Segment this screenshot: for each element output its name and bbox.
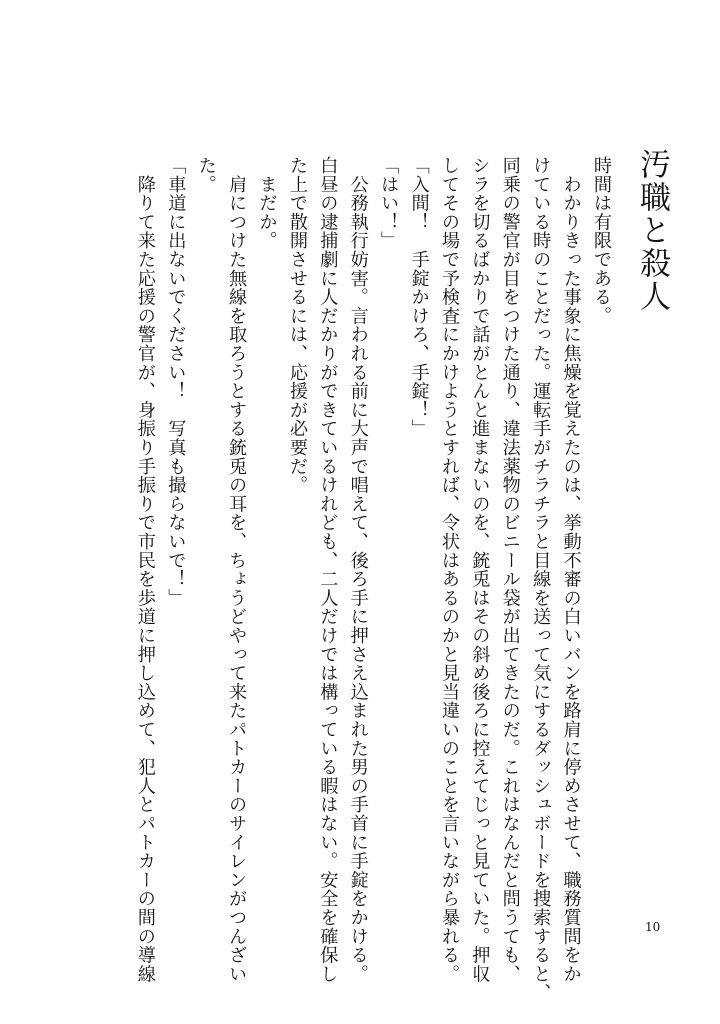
text-line: 「入間！ 手錠かけろ、手錠！」 <box>408 156 430 438</box>
text-line: けている時のことだった。運転手がチラチラと目線を送って気にするダッシュボードを捜索すると、 <box>530 156 552 1002</box>
text-line: してその場で予検査にかけようとすれば、令状はあるのかと見当違いのことを言いながら暴れる。 <box>438 156 460 984</box>
text-line: た上で散開させるには、応援が必要だ。 <box>286 156 308 495</box>
text-line: 「はい！」 <box>378 156 400 250</box>
text-line: わかりきった事象に焦燥を覚えたのは、挙動不審の白いバンを路肩に停めさせて、職務質問をか <box>560 156 582 984</box>
body-text <box>130 156 617 1002</box>
chapter-title: 汚職と殺人 <box>634 148 670 313</box>
text-line: まだか。 <box>256 156 278 250</box>
text-line: 肩につけた無線を取ろうとする銃兎の耳を、ちょうどやって来たパトカーのサイレンがつんざい <box>226 156 248 984</box>
page-number: 10 <box>645 920 661 934</box>
text-line: シラを切るばかりで話がとんと進まないのを、銃兎はその斜め後ろに控えてじっと見ていた。押収 <box>469 156 491 984</box>
text-line: 「車道に出ないでください！ 写真も撮らないで！」 <box>165 156 187 608</box>
text-line: 白昼の逮捕劇に人だかりができているけれども、二人だけでは構っている暇はない。安全を確保し <box>317 156 339 984</box>
text-line: 降りて来た応援の警官が、身振り手振りで市民を歩道に押し込めて、犯人とパトカーの間の導線 <box>134 156 156 984</box>
text-line: た。 <box>195 156 217 194</box>
text-line: 時間は有限である。 <box>591 156 612 326</box>
text-line: 同乗の警官が目をつけた通り、違法薬物のビニール袋が出てきたのだ。これはなんだと問うても、 <box>499 156 521 984</box>
text-line: 公務執行妨害。言われる前に大声で唱えて、後ろ手に押さえ込まれた男の手首に手錠をかける。 <box>347 156 369 984</box>
